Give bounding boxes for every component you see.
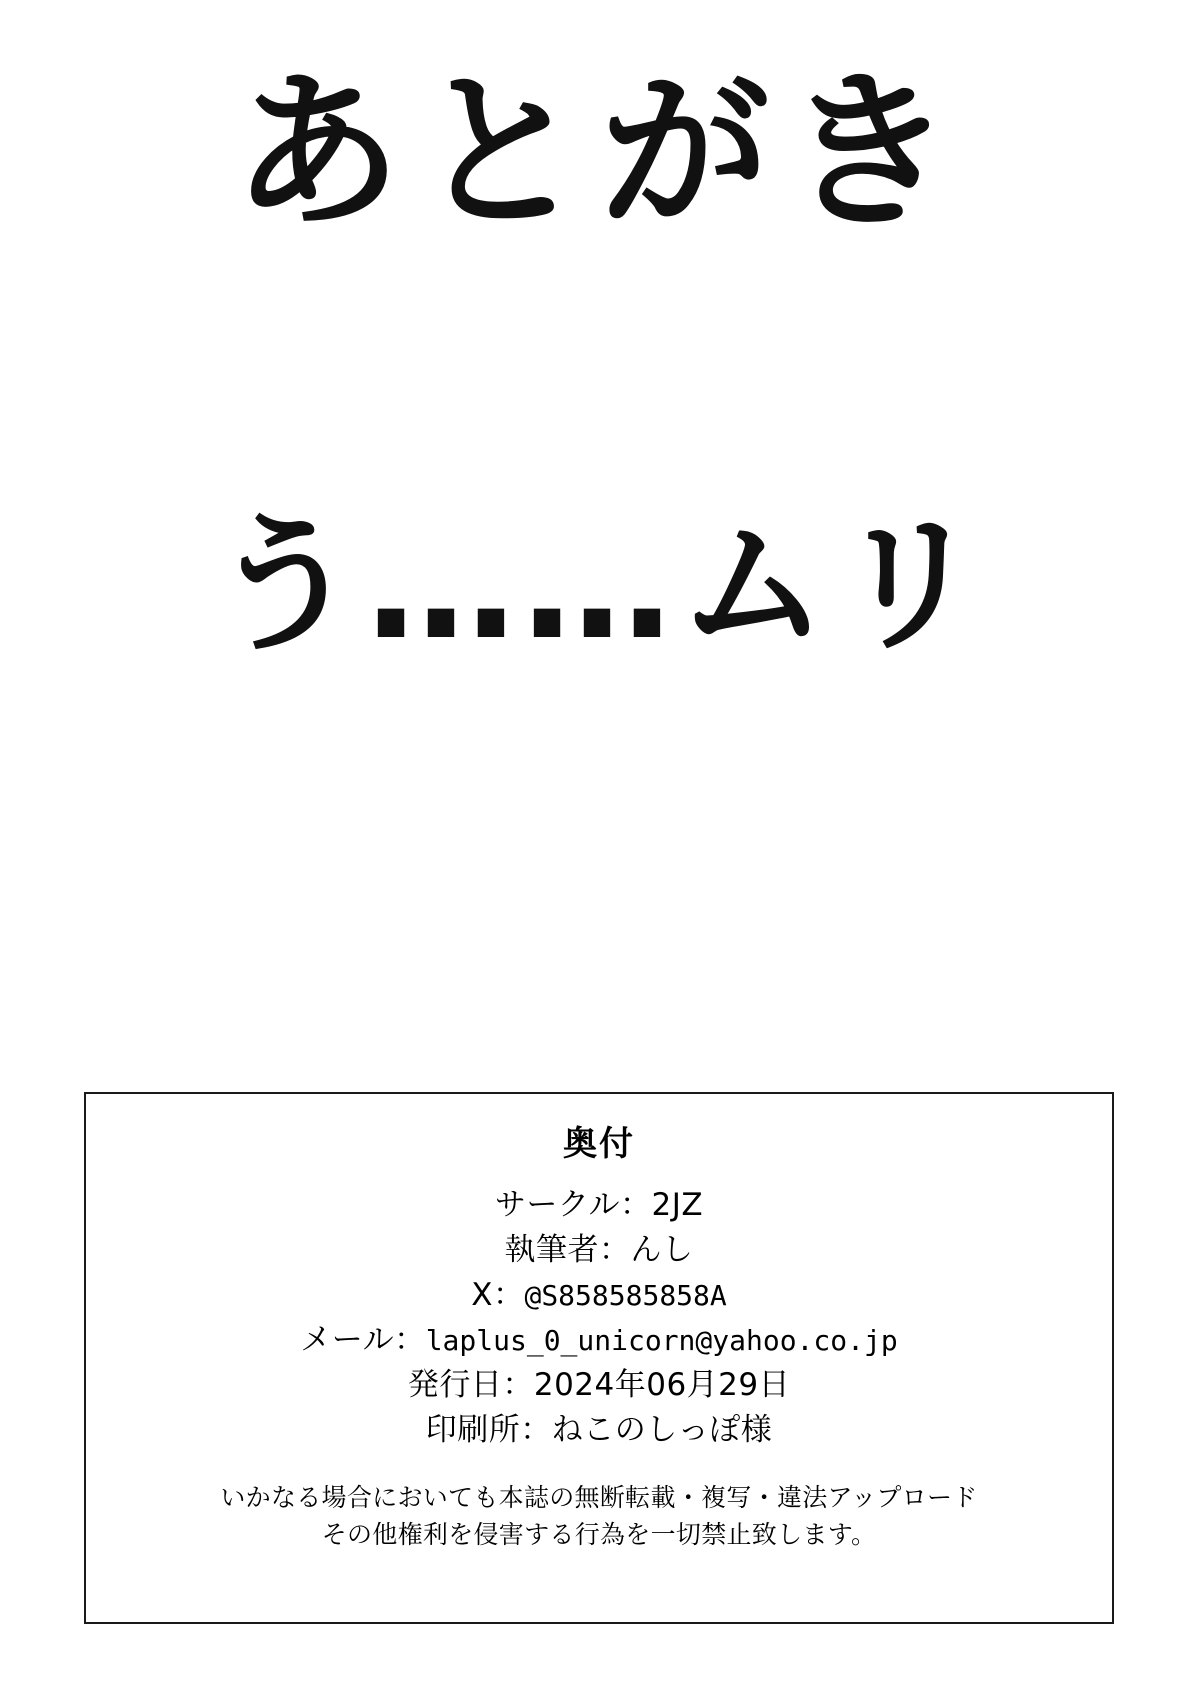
colophon-field-label: 印刷所： [425, 1411, 552, 1448]
colophon-field-label: X： [471, 1276, 525, 1313]
colophon-notice-line-2: その他権利を侵害する行為を一切禁止致します。 [321, 1520, 877, 1550]
colophon-field-label: メール： [300, 1321, 426, 1358]
colophon-field-value: laplus_0_unicorn@yahoo.co.jp [425, 1323, 898, 1357]
colophon-field-label: 発行日： [407, 1366, 534, 1403]
colophon-field-value: ねこのしっぽ様 [551, 1411, 773, 1448]
afterword-heading: あとがき [231, 54, 968, 252]
colophon-field-email [86, 1318, 1112, 1363]
colophon-notice [86, 1479, 1112, 1554]
colophon-field-circle [86, 1183, 1112, 1228]
colophon-field-printer [86, 1408, 1112, 1453]
colophon-notice-line-1: いかなる場合においても本誌の無断転載・複写・違法アップロード [220, 1482, 978, 1512]
afterword-body-text: う……ムリ [209, 499, 990, 673]
colophon-field-label: 執筆者： [504, 1231, 631, 1268]
colophon-field-value: @S858585858A [524, 1278, 727, 1312]
colophon-field-value: んし [630, 1231, 694, 1268]
colophon-field-x-handle [86, 1273, 1112, 1318]
colophon-field-value: 2024年06月29日 [533, 1366, 791, 1403]
colophon-field-publish-date [86, 1363, 1112, 1408]
colophon-field-list [86, 1183, 1112, 1453]
colophon-field-label: サークル： [494, 1187, 652, 1223]
colophon-title: 奥付 [563, 1124, 635, 1164]
colophon-field-author [86, 1228, 1112, 1273]
colophon-field-value: 2JZ [651, 1187, 704, 1223]
colophon-box [84, 1092, 1114, 1624]
